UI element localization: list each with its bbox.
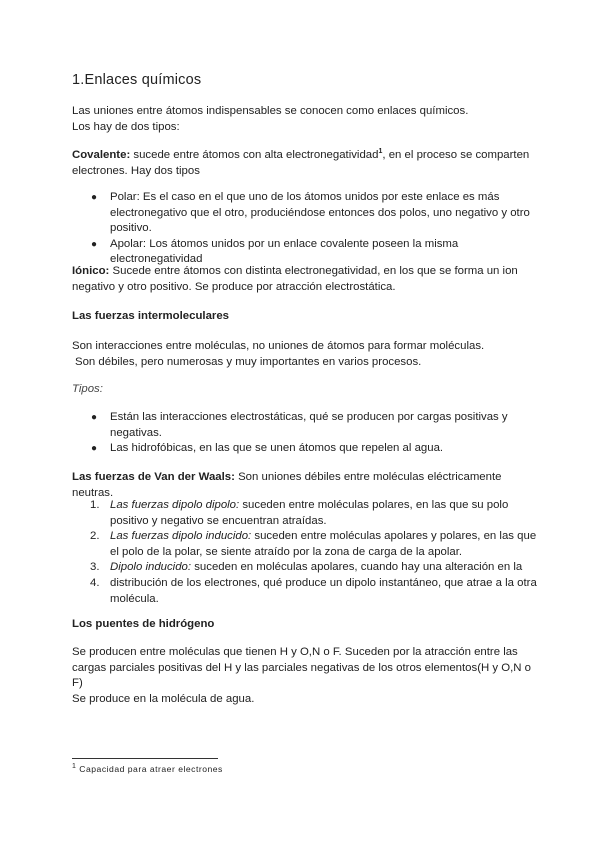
list-item [72,441,542,457]
bullet-icon: ● [91,443,98,455]
list-item [72,529,542,560]
page-title: 1.Enlaces químicos [72,72,202,88]
vanderwaals-term: Las fuerzas de Van der Waals: [72,471,235,483]
footnote-separator [72,758,218,759]
covalente-text-a: sucede entre átomos con alta electronegatividad [130,149,379,161]
fuerzas-line-1: Son interacciones entre moléculas, no uniones de átomos para formar moléculas. [72,340,485,352]
intro-paragraph [72,104,542,135]
intro-line-2: Los hay de dos tipos: [72,120,180,133]
tipos-item-1: Están las interacciones electrostáticas, qué se producen por cargas positivas y negativas. [110,411,508,439]
vdw-item-text: suceden en moléculas apolares, cuando hay una alteración en la [191,561,523,574]
footnote [72,764,223,774]
list-item [72,560,542,576]
covalente-term: Covalente: [72,149,131,161]
list-item [72,576,542,607]
vdw-item-term: Dipolo inducido: [110,561,192,574]
fuerzas-line-2: Son débiles, pero numerosas y muy importantes en varios procesos. [75,355,422,368]
vdw-item-term: Las fuerzas dipolo inducido: [110,530,252,543]
list-item [72,190,542,237]
puentes-heading: Los puentes de hidrógeno [72,618,215,630]
covalente-paragraph [72,148,542,179]
puentes-line-2: Se produce en la molécula de agua. [72,692,255,705]
covalente-type-apolar: Apolar: Los átomos unidos por un enlace covalente poseen la misma electronegatividad [110,237,459,266]
tipos-list [72,410,542,457]
puentes-paragraph [72,645,542,707]
intro-line-1: Las uniones entre átomos indispensables se conocen como enlaces químicos. [72,105,469,117]
covalente-types-list [72,190,542,268]
vdw-item-text: suceden entre moléculas polares, en las que su polo positivo y negativo se encuentran atraídas. [110,499,509,527]
vdw-item-text: distribución de los electrones, qué produce un dipolo instantáneo, que atrae a la otra molécula. [110,576,537,605]
ionico-text: Sucede entre átomos con distinta electronegatividad, en los que se forma un ion negativo y otro positivo. Se produce por atracción electrostática. [72,265,518,293]
tipos-item-2: Las hidrofóbicas, en las que se unen átomos que repelen al agua. [110,442,444,455]
footnote-text: Capacidad para atraer electrones [76,764,223,774]
ionico-paragraph [72,264,542,295]
tipos-label: Tipos: [72,383,103,395]
bullet-icon: ● [91,238,98,250]
ionico-term: Iónico: [72,265,110,277]
puentes-line-1: Se producen entre moléculas que tienen H y O,N o F. Suceden por la atracción entre las cargas parciales positivas del H y las parciales negativas de los otros elementos(H y O,N o F) [72,646,531,690]
covalente-type-polar: Polar: Es el caso en el que uno de los átomos unidos por este enlace es más electronegativo que el otro, produciéndose entonces dos polos, uno negativo y otro positivo. [110,191,530,235]
list-item [72,410,542,441]
vanderwaals-text: Son uniones débiles entre moléculas eléctricamente neutras. [72,471,502,499]
list-number: 3. [90,561,100,574]
bullet-icon: ● [91,192,98,203]
footnote-number: 1 [72,763,77,771]
bullet-icon: ● [91,412,98,423]
fuerzas-paragraph [72,339,542,370]
footnote-reference[interactable]: 1 [378,148,383,156]
fuerzas-heading: Las fuerzas intermoleculares [72,310,230,322]
list-item [72,498,542,529]
covalente-text-b: , en el proceso se comparten electrones. Hay dos tipos [72,149,530,177]
vanderwaals-paragraph [72,470,542,501]
vdw-list [72,498,542,607]
vdw-item-text: suceden entre moléculas apolares y polares, en las que el polo de la polar, se siente atraído por la zona de carga de la apolar. [110,530,537,558]
list-number: 4. [90,576,100,589]
vdw-item-term: Las fuerzas dipolo dipolo: [110,499,240,511]
list-number: 1. [90,499,100,511]
list-number: 2. [90,530,100,543]
